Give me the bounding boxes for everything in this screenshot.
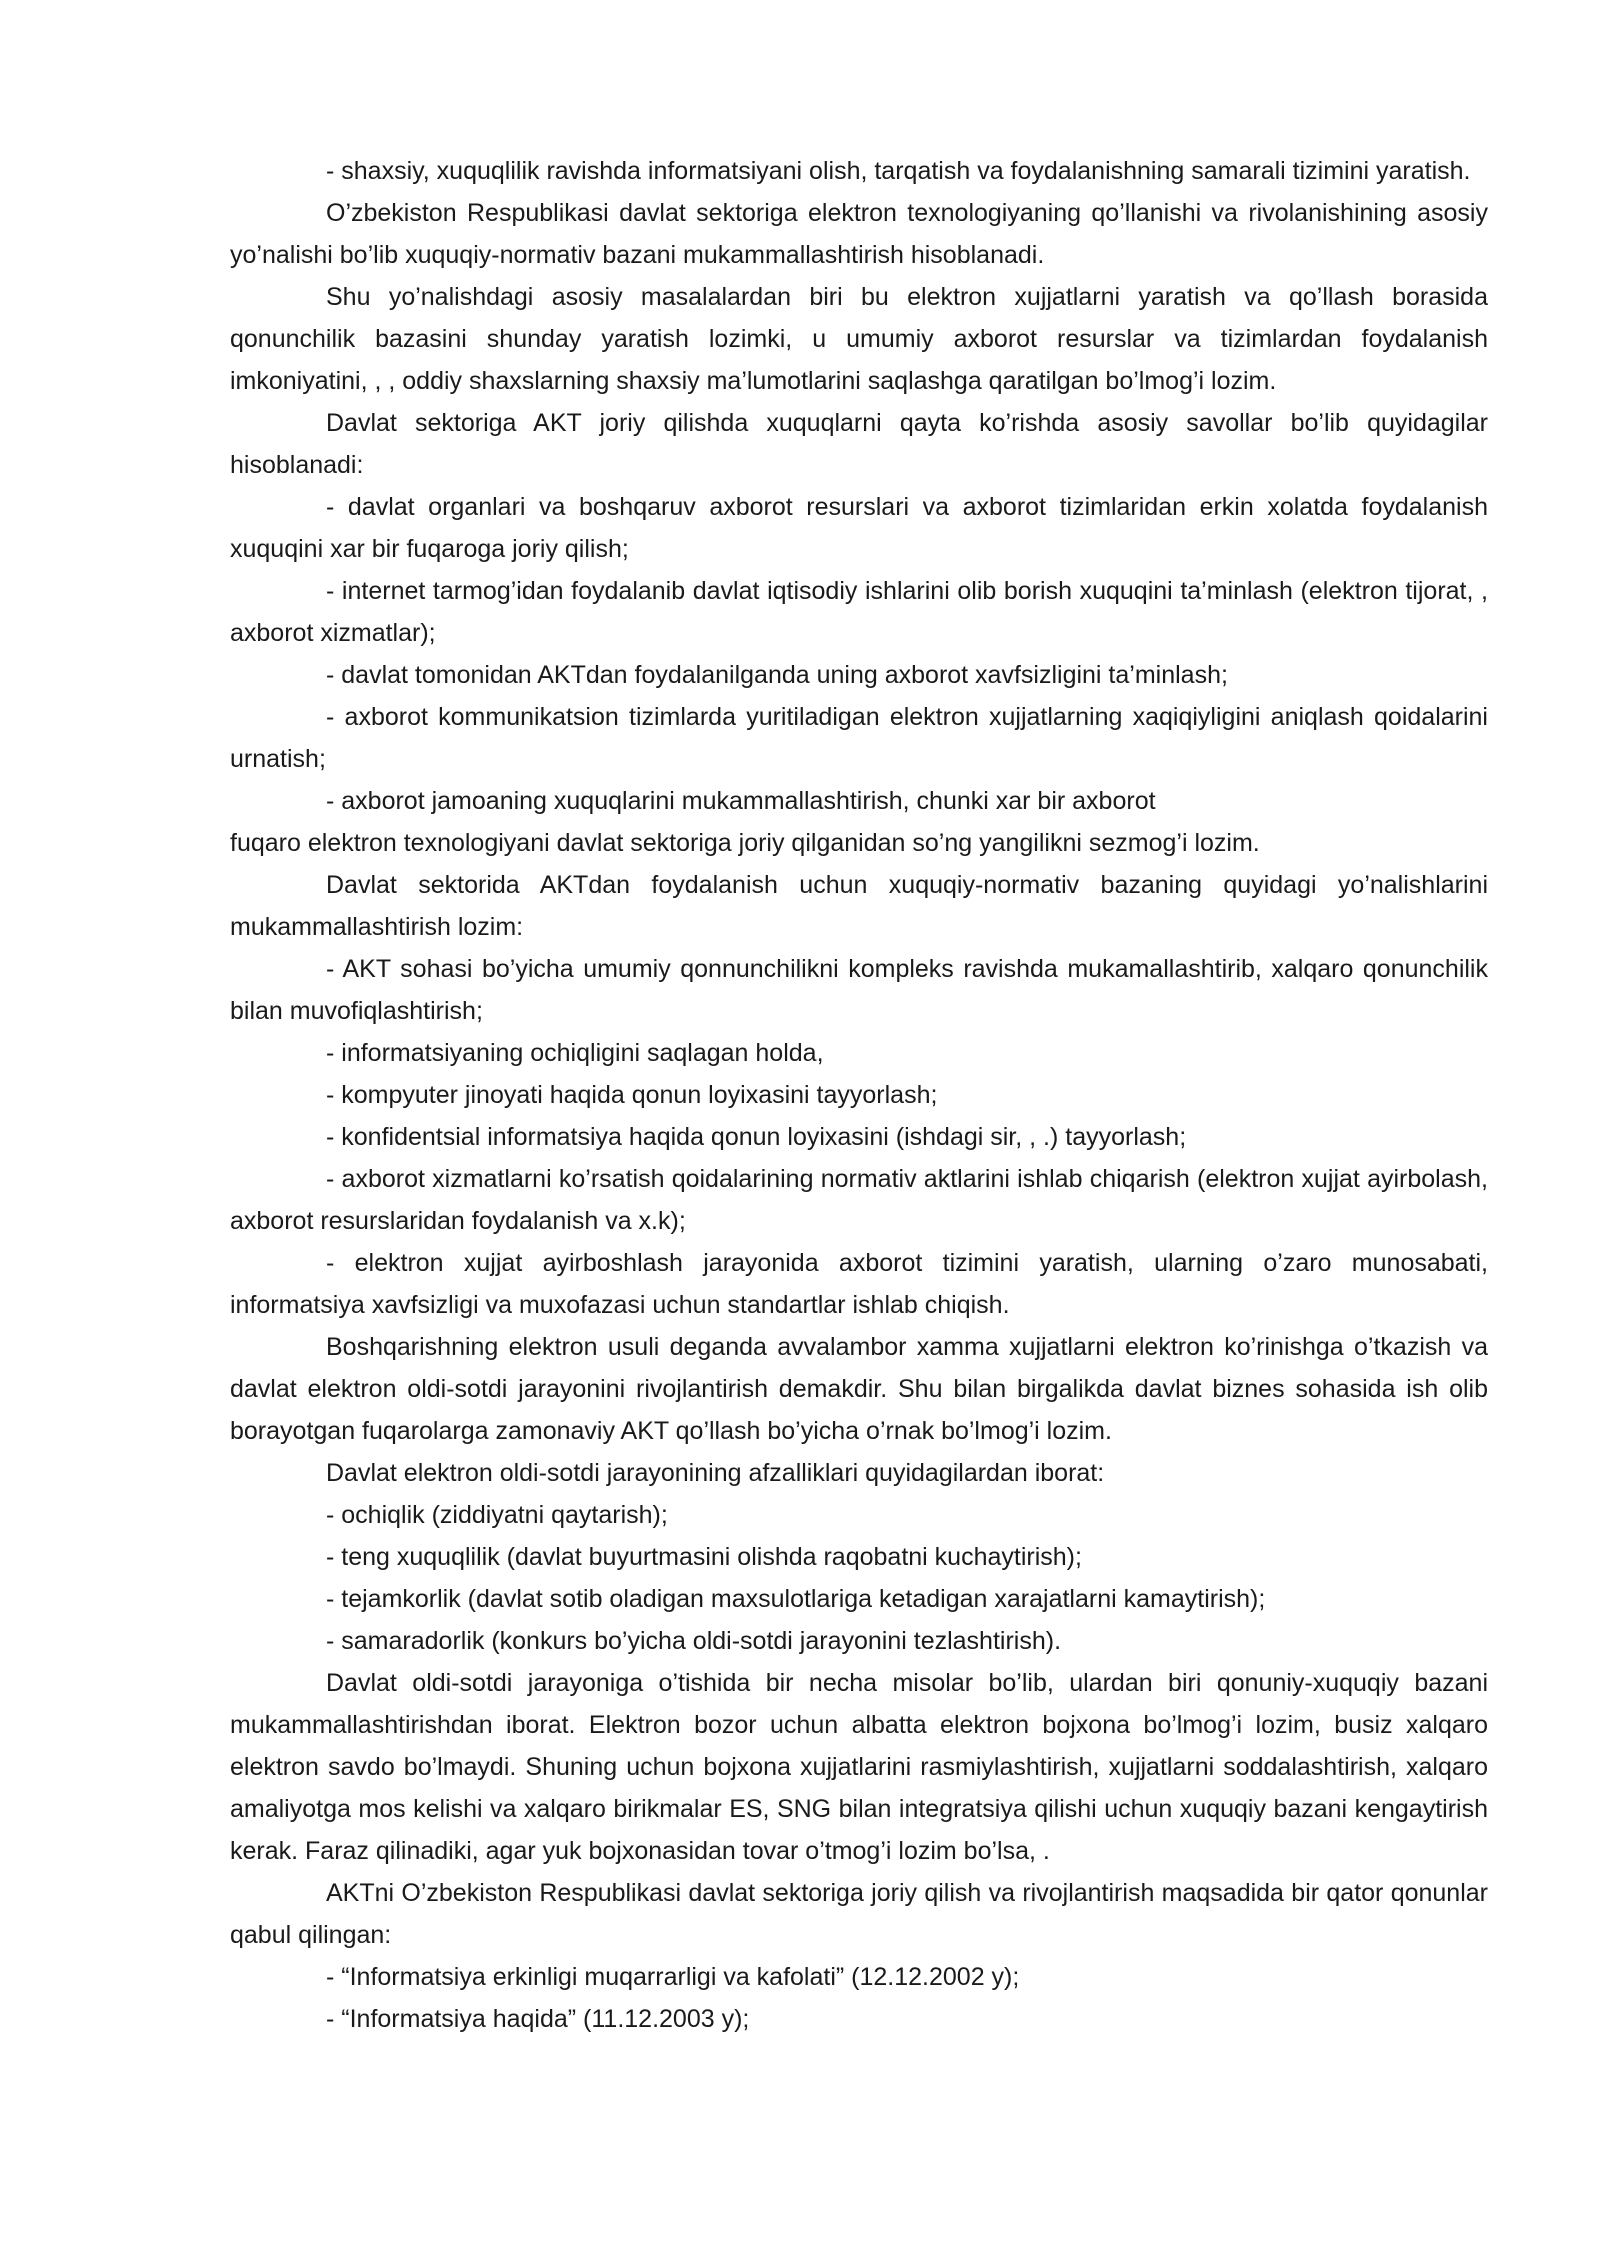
list-item: - informatsiyaning ochiqligini saqlagan holda,: [326, 1039, 824, 1067]
paragraph-continuation: fuqaro elektron texnologiyani davlat sektoriga joriy qilganidan so’ng yangilikni sezmog’i lozim.: [230, 829, 1260, 857]
paragraph: AKTni O’zbekiston Respublikasi davlat sektoriga joriy qilish va rivojlantirish maqsadida bir qator qonunlar qabul qilingan:: [230, 1879, 1488, 1949]
list-item: - davlat tomonidan AKTdan foydalanilganda uning axborot xavfsizligini ta’minlash;: [326, 661, 1228, 689]
list-item: - ochiqlik (ziddiyatni qaytarish);: [326, 1501, 668, 1529]
list-item: - internet tarmog’idan foydalanib davlat iqtisodiy ishlarini olib borish xuquqini ta’minlash (elektron tijorat, , axborot xizmatlar);: [230, 577, 1488, 647]
list-item: - axborot jamoaning xuquqlarini mukammallashtirish, chunki xar bir axborot: [326, 787, 1156, 815]
paragraph: O’zbekiston Respublikasi davlat sektoriga elektron texnologiyaning qo’llanishi va rivolanishining asosiy yo’nalishi bo’lib xuquqiy-normativ bazani mukammallashtirish hisoblanadi.: [230, 199, 1488, 269]
list-item: - davlat organlari va boshqaruv axborot resurslari va axborot tizimlaridan erkin xolatda foydalanish xuquqini xar bir fuqaroga joriy qilish;: [230, 493, 1488, 563]
list-item: - axborot xizmatlarni ko’rsatish qoidalarining normativ aktlarini ishlab chiqarish (elektron xujjat ayirbolash, axborot resurslaridan foydalanish va x.k);: [230, 1165, 1488, 1235]
list-item: - elektron xujjat ayirboshlash jarayonida axborot tizimini yaratish, ularning o’zaro munosabati, informatsiya xavfsizligi va muxofazasi uchun standartlar ishlab chiqish.: [230, 1249, 1488, 1319]
list-item: - tejamkorlik (davlat sotib oladigan maxsulotlariga ketadigan xarajatlarni kamaytirish);: [326, 1585, 1266, 1613]
paragraph: - shaxsiy, xuquqlilik ravishda informatsiyani olish, tarqatish va foydalanishning samarali tizimini yaratish.: [326, 157, 1471, 185]
paragraph: Shu yo’nalishdagi asosiy masalalardan biri bu elektron xujjatlarni yaratish va qo’llash borasida qonunchilik bazasini shunday yaratish lozimki, u umumiy axborot resurslar va tizimlardan foydalanish imkoniyatini, , , oddiy shaxslarning shaxsiy ma’lumotlarini saqlashga qaratilgan bo’lmog’i lozim.: [230, 283, 1488, 395]
paragraph: Davlat sektoriga AKT joriy qilishda xuquqlarni qayta ko’rishda asosiy savollar bo’lib quyidagilar hisoblanadi:: [230, 409, 1488, 479]
document-body: [230, 150, 1488, 2040]
list-item: - konfidentsial informatsiya haqida qonun loyixasini (ishdagi sir, , .) tayyorlash;: [326, 1123, 1187, 1151]
list-item: - axborot kommunikatsion tizimlarda yuritiladigan elektron xujjatlarning xaqiqiyligini aniqlash qoidalarini urnatish;: [230, 703, 1488, 773]
list-item: - samaradorlik (konkurs bo’yicha oldi-sotdi jarayonini tezlashtirish).: [326, 1627, 1062, 1655]
list-item: - AKT sohasi bo’yicha umumiy qonnunchilikni kompleks ravishda mukamallashtirib, xalqaro qonunchilik bilan muvofiqlashtirish;: [230, 955, 1488, 1025]
paragraph: Davlat elektron oldi-sotdi jarayonining afzalliklari quyidagilardan iborat:: [326, 1459, 1105, 1487]
list-item: - teng xuquqlilik (davlat buyurtmasini olishda raqobatni kuchaytirish);: [326, 1543, 1082, 1571]
paragraph: Boshqarishning elektron usuli deganda avvalambor xamma xujjatlarni elektron ko’rinishga o’tkazish va davlat elektron oldi-sotdi jarayonini rivojlantirish demakdir. Shu bilan birgalikda davlat biznes sohasida ish olib borayotgan fuqarolarga zamonaviy AKT qo’llash bo’yicha o’rnak bo’lmog’i lozim.: [230, 1333, 1488, 1445]
list-item: - kompyuter jinoyati haqida qonun loyixasini tayyorlash;: [326, 1081, 938, 1109]
list-item: - “Informatsiya haqida” (11.12.2003 y);: [326, 2005, 750, 2033]
list-item: - “Informatsiya erkinligi muqarrarligi va kafolati” (12.12.2002 y);: [326, 1963, 1020, 1991]
paragraph: Davlat sektorida AKTdan foydalanish uchun xuquqiy-normativ bazaning quyidagi yo’nalishlarini mukammallashtirish lozim:: [230, 871, 1488, 941]
paragraph: Davlat oldi-sotdi jarayoniga o’tishida bir necha misolar bo’lib, ulardan biri qonuniy-xuquqiy bazani mukammallashtirishdan iborat. Elektron bozor uchun albatta elektron bojxona bo’lmog’i lozim, busiz xalqaro elektron savdo bo’lmaydi. Shuning uchun bojxona xujjatlarini rasmiylashtirish, xujjatlarni soddalashtirish, xalqaro amaliyotga mos kelishi va xalqaro birikmalar ES, SNG bilan integratsiya qilishi uchun xuquqiy bazani kengaytirish kerak. Faraz qilinadiki, agar yuk bojxonasidan tovar o’tmog’i lozim bo’lsa, .: [230, 1669, 1488, 1865]
